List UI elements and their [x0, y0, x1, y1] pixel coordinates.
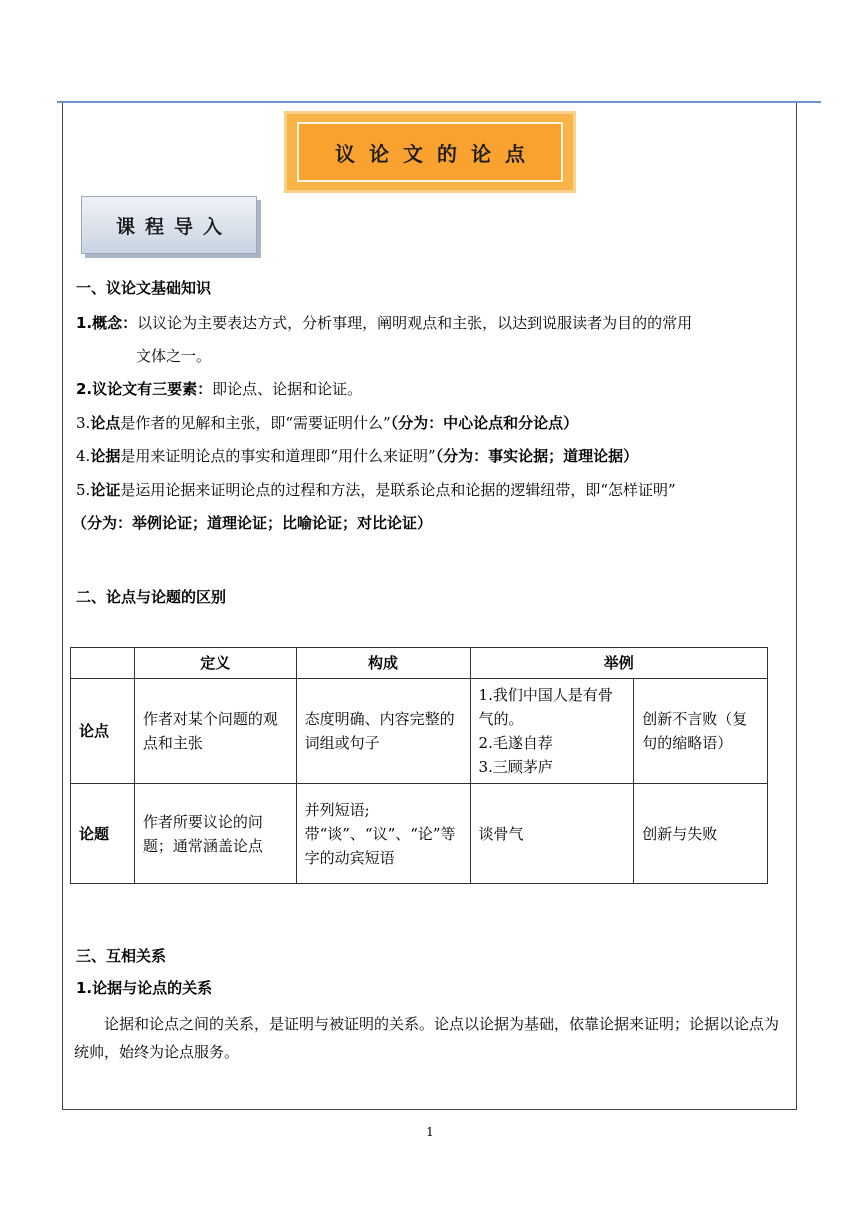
section-tab-label: 课程导入: [115, 215, 232, 238]
item1: 1.概念：以议论为主要表达方式，分析事理，阐明观点和主张，以达到说服读者为目的的常用: [76, 314, 693, 332]
table-row: [71, 784, 768, 884]
part2-heading: 二、论点与论题的区别: [76, 588, 227, 606]
item1-cont: 文体之一。: [136, 347, 212, 365]
table-header-cell: 定义: [134, 648, 296, 679]
table-cell: 并列短语;带“谈”、“议”、“论”等字的动宾短语: [296, 784, 470, 884]
section-tab: [81, 196, 257, 254]
table-row: [71, 679, 768, 784]
title-banner: [284, 111, 576, 193]
table-cell: 作者所要议论的问题；通常涵盖论点: [134, 784, 296, 884]
part3-paragraph: 论据和论点之间的关系，是证明与被证明的关系。论点以论据为基础，依靠论据来证明；论据以论点为统帅，始终为论点服务。: [74, 1015, 780, 1061]
comparison-table: [70, 647, 768, 884]
part3-sub1: 1.论据与论点的关系: [76, 979, 213, 997]
item3: 3.论点是作者的见解和主张，即“需要证明什么”（分为：中心论点和分论点）: [76, 414, 579, 432]
table-header-cell: 构成: [296, 648, 470, 679]
table-header-cell: [71, 648, 135, 679]
table-cell: 创新与失败: [634, 784, 768, 884]
table-cell: 作者对某个问题的观点和主张: [134, 679, 296, 784]
row-label: 论点: [71, 679, 135, 784]
table-cell: 1.我们中国人是有骨气的。 2.毛遂自荐 3.三顾茅庐: [470, 679, 634, 784]
page-title: 议论文的论点: [335, 141, 539, 166]
row-label: 论题: [71, 784, 135, 884]
page-number: 1: [426, 1125, 434, 1139]
part3-heading: 三、互相关系: [76, 947, 167, 965]
item5-cont: （分为：举例论证；道理论证；比喻论证；对比论证）: [72, 514, 433, 532]
item2: 2.议论文有三要素：即论点、论据和论证。: [76, 380, 363, 398]
table-header-cell: 举例: [470, 648, 767, 679]
table-cell: 谈骨气: [470, 784, 634, 884]
table-cell: 态度明确、内容完整的词组或句子: [296, 679, 470, 784]
table-header-row: [71, 648, 768, 679]
item4: 4.论据是用来证明论点的事实和道理即“用什么来证明”（分为：事实论据；道理论据）: [76, 447, 639, 465]
table-cell: 创新不言败（复句的缩略语）: [634, 679, 768, 784]
part1-heading: 一、议论文基础知识: [76, 279, 212, 297]
item5: 5.论证是运用论据来证明论点的过程和方法，是联系论点和论据的逻辑纽带，即“怎样证明”: [76, 481, 676, 499]
